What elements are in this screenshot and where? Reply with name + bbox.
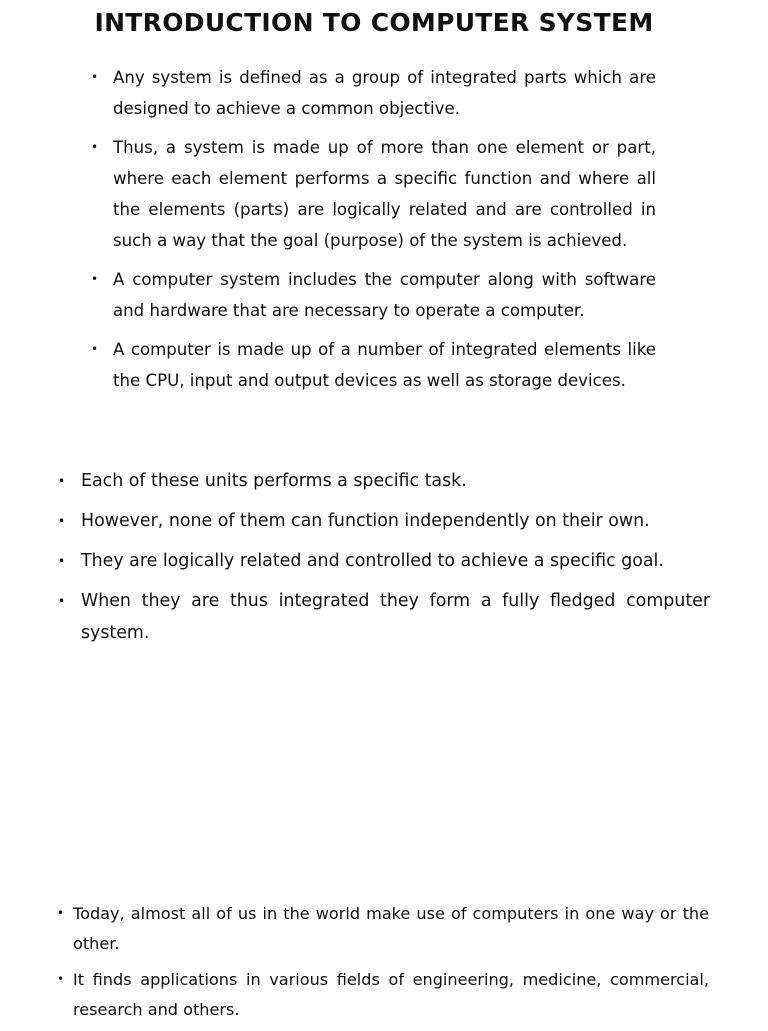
list-item bbox=[57, 899, 709, 958]
bullet-icon: • bbox=[57, 972, 65, 986]
bullet-list-applications bbox=[57, 899, 709, 1031]
list-item bbox=[91, 62, 656, 124]
list-item-text: A computer system includes the computer along with software and hardware that are necessary to operate a computer. bbox=[113, 270, 656, 320]
list-item-text: A computer is made up of a number of integrated elements like the CPU, input and output devices as well as storage devices. bbox=[113, 340, 656, 390]
list-item bbox=[57, 965, 709, 1024]
list-item bbox=[58, 506, 710, 538]
list-item bbox=[91, 132, 656, 256]
list-item-text: When they are thus integrated they form a fully fledged computer system. bbox=[81, 591, 710, 643]
bullet-list-units bbox=[58, 466, 710, 658]
list-item bbox=[58, 586, 710, 649]
list-item bbox=[91, 334, 656, 396]
list-item bbox=[58, 546, 710, 578]
bullet-icon: • bbox=[91, 140, 99, 154]
bullet-icon: • bbox=[91, 342, 99, 356]
list-item bbox=[91, 264, 656, 326]
bullet-icon: • bbox=[58, 554, 66, 568]
list-item bbox=[58, 466, 710, 498]
bullet-icon: • bbox=[58, 514, 66, 528]
list-item-text: Each of these units performs a specific task. bbox=[81, 471, 467, 491]
list-item-text: Thus, a system is made up of more than one element or part, where each element performs a specific function and where all the elements (parts) are logically related and are controlled in such a way that the goal (purpose) of the system is achieved. bbox=[113, 138, 656, 250]
list-item-text: They are logically related and controlled to achieve a specific goal. bbox=[81, 551, 664, 571]
list-item-text: It finds applications in various fields of engineering, medicine, commercial, research and others. bbox=[73, 970, 709, 1019]
list-item-text: However, none of them can function independently on their own. bbox=[81, 511, 650, 531]
bullet-icon: • bbox=[58, 474, 66, 488]
bullet-list-definitions bbox=[91, 62, 656, 404]
page-title: INTRODUCTION TO COMPUTER SYSTEM bbox=[94, 8, 654, 37]
bullet-icon: • bbox=[91, 70, 99, 84]
list-item-text: Today, almost all of us in the world make use of computers in one way or the other. bbox=[73, 904, 709, 953]
bullet-icon: • bbox=[58, 594, 66, 608]
bullet-icon: • bbox=[57, 906, 65, 920]
list-item-text: Any system is defined as a group of integrated parts which are designed to achieve a common objective. bbox=[113, 68, 656, 118]
bullet-icon: • bbox=[91, 272, 99, 286]
